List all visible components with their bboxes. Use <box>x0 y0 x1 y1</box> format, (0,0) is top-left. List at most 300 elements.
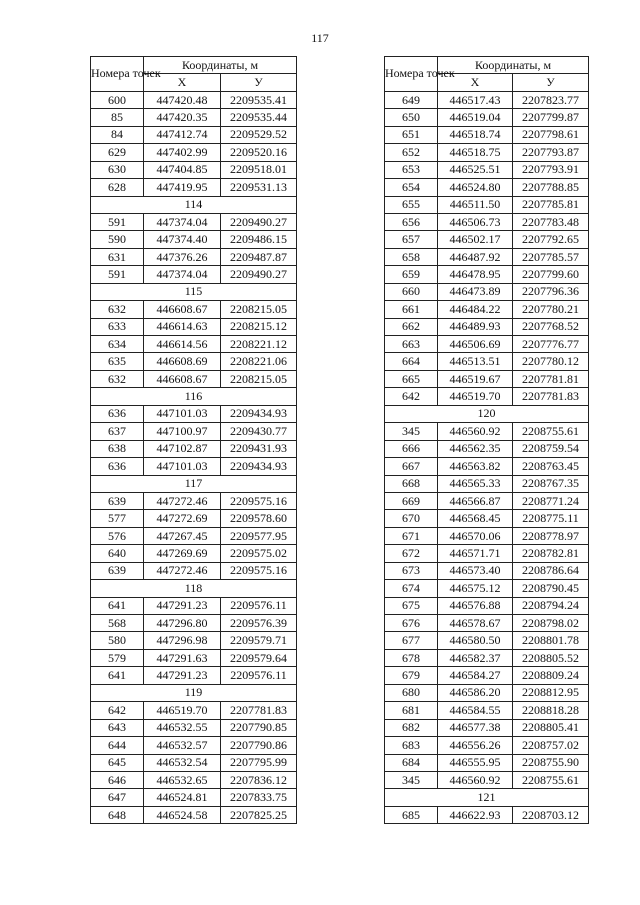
point-number-cell: 652 <box>385 144 438 161</box>
x-coordinate-cell: 446568.45 <box>438 510 513 527</box>
y-coordinate-cell: 2208801.78 <box>513 632 589 649</box>
x-coordinate-cell: 446524.80 <box>438 179 513 196</box>
y-coordinate-cell: 2208215.05 <box>221 301 297 318</box>
table-row <box>385 545 589 562</box>
x-coordinate-cell: 446570.06 <box>438 527 513 544</box>
point-number-cell: 672 <box>385 545 438 562</box>
x-coordinate-cell: 446517.43 <box>438 91 513 108</box>
y-coordinate-cell: 2208767.35 <box>513 475 589 492</box>
table-row <box>91 527 297 544</box>
point-number-cell: 674 <box>385 580 438 597</box>
header-y: У <box>221 74 297 91</box>
y-coordinate-cell: 2207780.21 <box>513 301 589 318</box>
x-coordinate-cell: 447404.85 <box>144 161 221 178</box>
x-coordinate-cell: 446566.87 <box>438 492 513 509</box>
point-number-cell: 643 <box>91 719 144 736</box>
section-row <box>385 405 589 422</box>
y-coordinate-cell: 2208221.06 <box>221 353 297 370</box>
point-number-cell: 646 <box>91 771 144 788</box>
point-number-cell: 651 <box>385 126 438 143</box>
section-number: 117 <box>91 475 297 492</box>
table-row <box>385 475 589 492</box>
header-coordinates: Координаты, м <box>438 57 589 74</box>
x-coordinate-cell: 446484.22 <box>438 301 513 318</box>
point-number-cell: 636 <box>91 458 144 475</box>
table-row <box>91 231 297 248</box>
table-row <box>91 649 297 666</box>
section-number: 118 <box>91 580 297 597</box>
y-coordinate-cell: 2207790.85 <box>221 719 297 736</box>
x-coordinate-cell: 446532.65 <box>144 771 221 788</box>
table-row <box>385 806 589 823</box>
y-coordinate-cell: 2209575.02 <box>221 545 297 562</box>
x-coordinate-cell: 446506.69 <box>438 336 513 353</box>
point-number-cell: 635 <box>91 353 144 370</box>
table-row <box>91 492 297 509</box>
x-coordinate-cell: 447420.48 <box>144 91 221 108</box>
y-coordinate-cell: 2209529.52 <box>221 126 297 143</box>
x-coordinate-cell: 446519.70 <box>144 702 221 719</box>
y-coordinate-cell: 2207792.65 <box>513 231 589 248</box>
x-coordinate-cell: 446519.67 <box>438 370 513 387</box>
table-row <box>385 597 589 614</box>
section-row <box>91 475 297 492</box>
table-row <box>91 597 297 614</box>
y-coordinate-cell: 2207768.52 <box>513 318 589 335</box>
table-row <box>385 492 589 509</box>
point-number-cell: 658 <box>385 248 438 265</box>
table-row <box>91 667 297 684</box>
table-row <box>91 213 297 230</box>
section-row <box>91 283 297 300</box>
point-number-cell: 630 <box>91 161 144 178</box>
x-coordinate-cell: 447291.23 <box>144 667 221 684</box>
x-coordinate-cell: 446578.67 <box>438 615 513 632</box>
x-coordinate-cell: 446622.93 <box>438 806 513 823</box>
y-coordinate-cell: 2207795.99 <box>221 754 297 771</box>
y-coordinate-cell: 2208805.52 <box>513 649 589 666</box>
x-coordinate-cell: 446562.35 <box>438 440 513 457</box>
x-coordinate-cell: 446614.63 <box>144 318 221 335</box>
table-row <box>385 370 589 387</box>
table-row <box>385 702 589 719</box>
point-number-cell: 579 <box>91 649 144 666</box>
header-point-numbers: Номера точек <box>91 57 144 92</box>
x-coordinate-cell: 446608.67 <box>144 370 221 387</box>
y-coordinate-cell: 2208763.45 <box>513 458 589 475</box>
y-coordinate-cell: 2207785.57 <box>513 248 589 265</box>
point-number-cell: 655 <box>385 196 438 213</box>
y-coordinate-cell: 2207783.48 <box>513 213 589 230</box>
point-number-cell: 84 <box>91 126 144 143</box>
point-number-cell: 662 <box>385 318 438 335</box>
y-coordinate-cell: 2209576.11 <box>221 667 297 684</box>
x-coordinate-cell: 446532.54 <box>144 754 221 771</box>
x-coordinate-cell: 447374.40 <box>144 231 221 248</box>
y-coordinate-cell: 2209431.93 <box>221 440 297 457</box>
table-row <box>385 440 589 457</box>
y-coordinate-cell: 2208805.41 <box>513 719 589 736</box>
point-number-cell: 631 <box>91 248 144 265</box>
x-coordinate-cell: 446580.50 <box>438 632 513 649</box>
point-number-cell: 659 <box>385 266 438 283</box>
x-coordinate-cell: 447419.95 <box>144 179 221 196</box>
x-coordinate-cell: 446502.17 <box>438 231 513 248</box>
table-row <box>91 266 297 283</box>
table-row <box>385 388 589 405</box>
y-coordinate-cell: 2207799.87 <box>513 109 589 126</box>
point-number-cell: 639 <box>91 492 144 509</box>
table-row <box>385 527 589 544</box>
point-number-cell: 645 <box>91 754 144 771</box>
section-number: 121 <box>385 789 589 806</box>
table-row <box>385 179 589 196</box>
point-number-cell: 629 <box>91 144 144 161</box>
table-row <box>91 405 297 422</box>
table-row <box>385 248 589 265</box>
point-number-cell: 580 <box>91 632 144 649</box>
point-number-cell: 664 <box>385 353 438 370</box>
header-point-numbers: Номера точек <box>385 57 438 92</box>
x-coordinate-cell: 447101.03 <box>144 458 221 475</box>
y-coordinate-cell: 2209520.16 <box>221 144 297 161</box>
y-coordinate-cell: 2207790.86 <box>221 737 297 754</box>
y-coordinate-cell: 2209576.39 <box>221 615 297 632</box>
table-row <box>385 737 589 754</box>
x-coordinate-cell: 446555.95 <box>438 754 513 771</box>
y-coordinate-cell: 2207780.12 <box>513 353 589 370</box>
table-row <box>385 562 589 579</box>
y-coordinate-cell: 2209575.16 <box>221 492 297 509</box>
point-number-cell: 656 <box>385 213 438 230</box>
point-number-cell: 590 <box>91 231 144 248</box>
y-coordinate-cell: 2209579.71 <box>221 632 297 649</box>
x-coordinate-cell: 446513.51 <box>438 353 513 370</box>
table-row <box>385 754 589 771</box>
x-coordinate-cell: 446560.92 <box>438 423 513 440</box>
table-row <box>91 370 297 387</box>
y-coordinate-cell: 2208782.81 <box>513 545 589 562</box>
point-number-cell: 632 <box>91 301 144 318</box>
point-number-cell: 644 <box>91 737 144 754</box>
table-row <box>385 91 589 108</box>
point-number-cell: 653 <box>385 161 438 178</box>
point-number-cell: 641 <box>91 597 144 614</box>
table-row <box>91 737 297 754</box>
point-number-cell: 667 <box>385 458 438 475</box>
table-row <box>91 179 297 196</box>
y-coordinate-cell: 2207788.85 <box>513 179 589 196</box>
point-number-cell: 641 <box>91 667 144 684</box>
x-coordinate-cell: 446565.33 <box>438 475 513 492</box>
table-row <box>91 440 297 457</box>
table-row <box>385 144 589 161</box>
x-coordinate-cell: 446473.89 <box>438 283 513 300</box>
point-number-cell: 650 <box>385 109 438 126</box>
point-number-cell: 633 <box>91 318 144 335</box>
y-coordinate-cell: 2209579.64 <box>221 649 297 666</box>
section-row <box>91 580 297 597</box>
x-coordinate-cell: 447420.35 <box>144 109 221 126</box>
section-row <box>91 684 297 701</box>
y-coordinate-cell: 2207781.81 <box>513 370 589 387</box>
x-coordinate-cell: 446577.38 <box>438 719 513 736</box>
point-number-cell: 654 <box>385 179 438 196</box>
x-coordinate-cell: 447102.87 <box>144 440 221 457</box>
y-coordinate-cell: 2209434.93 <box>221 458 297 475</box>
x-coordinate-cell: 446519.04 <box>438 109 513 126</box>
x-coordinate-cell: 446582.37 <box>438 649 513 666</box>
coordinates-table-left <box>90 56 297 824</box>
x-coordinate-cell: 447269.69 <box>144 545 221 562</box>
y-coordinate-cell: 2208221.12 <box>221 336 297 353</box>
y-coordinate-cell: 2208812.95 <box>513 684 589 701</box>
x-coordinate-cell: 447267.45 <box>144 527 221 544</box>
table-row <box>385 353 589 370</box>
x-coordinate-cell: 446524.58 <box>144 806 221 823</box>
x-coordinate-cell: 447374.04 <box>144 266 221 283</box>
y-coordinate-cell: 2209535.44 <box>221 109 297 126</box>
point-number-cell: 668 <box>385 475 438 492</box>
table-row <box>91 109 297 126</box>
y-coordinate-cell: 2207781.83 <box>221 702 297 719</box>
header-x: X <box>144 74 221 91</box>
table-row <box>385 161 589 178</box>
y-coordinate-cell: 2209486.15 <box>221 231 297 248</box>
point-number-cell: 591 <box>91 266 144 283</box>
table-row <box>91 615 297 632</box>
x-coordinate-cell: 446575.12 <box>438 580 513 597</box>
x-coordinate-cell: 446511.50 <box>438 196 513 213</box>
coordinates-table-right <box>384 56 589 824</box>
table-row <box>385 510 589 527</box>
page-number: 117 <box>311 31 329 45</box>
x-coordinate-cell: 446487.92 <box>438 248 513 265</box>
x-coordinate-cell: 447296.80 <box>144 615 221 632</box>
y-coordinate-cell: 2209434.93 <box>221 405 297 422</box>
point-number-cell: 675 <box>385 597 438 614</box>
x-coordinate-cell: 446573.40 <box>438 562 513 579</box>
y-coordinate-cell: 2209535.41 <box>221 91 297 108</box>
table-row <box>91 126 297 143</box>
table-row <box>385 213 589 230</box>
x-coordinate-cell: 446563.82 <box>438 458 513 475</box>
x-coordinate-cell: 446506.73 <box>438 213 513 230</box>
table-row <box>91 336 297 353</box>
table-row <box>385 684 589 701</box>
y-coordinate-cell: 2207833.75 <box>221 789 297 806</box>
table-row <box>91 632 297 649</box>
x-coordinate-cell: 446478.95 <box>438 266 513 283</box>
x-coordinate-cell: 446489.93 <box>438 318 513 335</box>
table-row <box>385 615 589 632</box>
y-coordinate-cell: 2209518.01 <box>221 161 297 178</box>
y-coordinate-cell: 2209490.27 <box>221 213 297 230</box>
point-number-cell: 681 <box>385 702 438 719</box>
table-row <box>91 423 297 440</box>
x-coordinate-cell: 447272.46 <box>144 562 221 579</box>
table-row <box>91 545 297 562</box>
table-row <box>385 580 589 597</box>
y-coordinate-cell: 2208771.24 <box>513 492 589 509</box>
x-coordinate-cell: 447101.03 <box>144 405 221 422</box>
x-coordinate-cell: 447402.99 <box>144 144 221 161</box>
point-number-cell: 591 <box>91 213 144 230</box>
table-row <box>385 109 589 126</box>
y-coordinate-cell: 2209490.27 <box>221 266 297 283</box>
point-number-cell: 661 <box>385 301 438 318</box>
table-row <box>91 161 297 178</box>
x-coordinate-cell: 446525.51 <box>438 161 513 178</box>
point-number-cell: 568 <box>91 615 144 632</box>
y-coordinate-cell: 2208775.11 <box>513 510 589 527</box>
table-row <box>385 283 589 300</box>
x-coordinate-cell: 446518.74 <box>438 126 513 143</box>
table-row <box>385 266 589 283</box>
x-coordinate-cell: 446584.55 <box>438 702 513 719</box>
table-row <box>91 562 297 579</box>
x-coordinate-cell: 446584.27 <box>438 667 513 684</box>
y-coordinate-cell: 2208757.02 <box>513 737 589 754</box>
point-number-cell: 665 <box>385 370 438 387</box>
point-number-cell: 600 <box>91 91 144 108</box>
x-coordinate-cell: 447376.26 <box>144 248 221 265</box>
point-number-cell: 677 <box>385 632 438 649</box>
x-coordinate-cell: 446556.26 <box>438 737 513 754</box>
y-coordinate-cell: 2209577.95 <box>221 527 297 544</box>
y-coordinate-cell: 2207793.87 <box>513 144 589 161</box>
x-coordinate-cell: 446571.71 <box>438 545 513 562</box>
header-x: X <box>438 74 513 91</box>
header-y: У <box>513 74 589 91</box>
x-coordinate-cell: 446532.55 <box>144 719 221 736</box>
point-number-cell: 345 <box>385 423 438 440</box>
y-coordinate-cell: 2207823.77 <box>513 91 589 108</box>
point-number-cell: 640 <box>91 545 144 562</box>
y-coordinate-cell: 2209430.77 <box>221 423 297 440</box>
table-row <box>385 649 589 666</box>
section-row <box>385 789 589 806</box>
table-row <box>385 719 589 736</box>
point-number-cell: 671 <box>385 527 438 544</box>
point-number-cell: 660 <box>385 283 438 300</box>
x-coordinate-cell: 446560.92 <box>438 771 513 788</box>
x-coordinate-cell: 446586.20 <box>438 684 513 701</box>
table-row <box>91 806 297 823</box>
x-coordinate-cell: 446524.81 <box>144 789 221 806</box>
x-coordinate-cell: 447291.63 <box>144 649 221 666</box>
section-number: 120 <box>385 405 589 422</box>
point-number-cell: 649 <box>385 91 438 108</box>
point-number-cell: 637 <box>91 423 144 440</box>
point-number-cell: 680 <box>385 684 438 701</box>
table-row <box>91 771 297 788</box>
y-coordinate-cell: 2208809.24 <box>513 667 589 684</box>
x-coordinate-cell: 447296.98 <box>144 632 221 649</box>
point-number-cell: 663 <box>385 336 438 353</box>
point-number-cell: 628 <box>91 179 144 196</box>
x-coordinate-cell: 447272.46 <box>144 492 221 509</box>
table-row <box>91 719 297 736</box>
point-number-cell: 577 <box>91 510 144 527</box>
section-number: 114 <box>91 196 297 213</box>
point-number-cell: 576 <box>91 527 144 544</box>
table-row <box>385 318 589 335</box>
table-body-left <box>91 91 297 823</box>
y-coordinate-cell: 2209531.13 <box>221 179 297 196</box>
section-number: 116 <box>91 388 297 405</box>
y-coordinate-cell: 2208755.61 <box>513 423 589 440</box>
point-number-cell: 634 <box>91 336 144 353</box>
y-coordinate-cell: 2209576.11 <box>221 597 297 614</box>
point-number-cell: 669 <box>385 492 438 509</box>
point-number-cell: 632 <box>91 370 144 387</box>
table-body-right <box>385 91 589 823</box>
section-number: 115 <box>91 283 297 300</box>
point-number-cell: 673 <box>385 562 438 579</box>
table-row <box>385 667 589 684</box>
point-number-cell: 670 <box>385 510 438 527</box>
y-coordinate-cell: 2208818.28 <box>513 702 589 719</box>
table-row <box>91 789 297 806</box>
table-row <box>91 458 297 475</box>
section-row <box>91 196 297 213</box>
point-number-cell: 684 <box>385 754 438 771</box>
point-number-cell: 678 <box>385 649 438 666</box>
x-coordinate-cell: 447412.74 <box>144 126 221 143</box>
point-number-cell: 657 <box>385 231 438 248</box>
point-number-cell: 683 <box>385 737 438 754</box>
point-number-cell: 345 <box>385 771 438 788</box>
x-coordinate-cell: 446608.67 <box>144 301 221 318</box>
table-row <box>385 458 589 475</box>
y-coordinate-cell: 2208778.97 <box>513 527 589 544</box>
x-coordinate-cell: 446608.69 <box>144 353 221 370</box>
header-coordinates: Координаты, м <box>144 57 297 74</box>
point-number-cell: 685 <box>385 806 438 823</box>
y-coordinate-cell: 2207796.36 <box>513 283 589 300</box>
y-coordinate-cell: 2207781.83 <box>513 388 589 405</box>
point-number-cell: 682 <box>385 719 438 736</box>
y-coordinate-cell: 2208794.24 <box>513 597 589 614</box>
table-row <box>385 301 589 318</box>
point-number-cell: 642 <box>91 702 144 719</box>
section-number: 119 <box>91 684 297 701</box>
table-row <box>91 318 297 335</box>
table-row <box>385 196 589 213</box>
table-row <box>91 510 297 527</box>
x-coordinate-cell: 447374.04 <box>144 213 221 230</box>
y-coordinate-cell: 2208215.12 <box>221 318 297 335</box>
table-row <box>91 144 297 161</box>
table-row <box>385 771 589 788</box>
point-number-cell: 85 <box>91 109 144 126</box>
y-coordinate-cell: 2208703.12 <box>513 806 589 823</box>
table-row <box>385 423 589 440</box>
y-coordinate-cell: 2207798.61 <box>513 126 589 143</box>
point-number-cell: 639 <box>91 562 144 579</box>
x-coordinate-cell: 447100.97 <box>144 423 221 440</box>
x-coordinate-cell: 446518.75 <box>438 144 513 161</box>
y-coordinate-cell: 2209575.16 <box>221 562 297 579</box>
table-row <box>385 231 589 248</box>
y-coordinate-cell: 2209487.87 <box>221 248 297 265</box>
x-coordinate-cell: 446532.57 <box>144 737 221 754</box>
x-coordinate-cell: 447272.69 <box>144 510 221 527</box>
table-row <box>91 248 297 265</box>
y-coordinate-cell: 2207776.77 <box>513 336 589 353</box>
y-coordinate-cell: 2208798.02 <box>513 615 589 632</box>
